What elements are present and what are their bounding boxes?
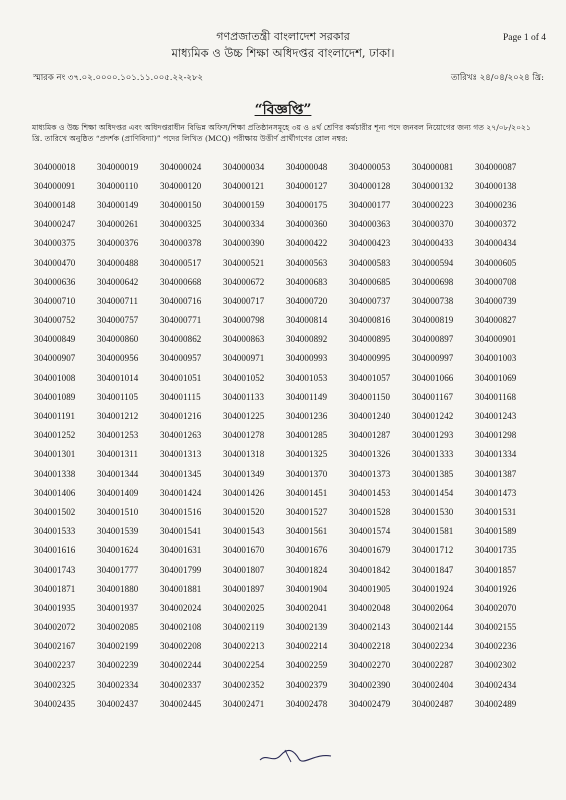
roll-number-cell: 304001528 xyxy=(349,506,391,517)
roll-number-cell: 304000087 xyxy=(475,161,517,172)
roll-number-cell: 304002024 xyxy=(160,602,202,613)
roll-number-cell: 304001520 xyxy=(223,506,265,517)
roll-number-cell: 304000150 xyxy=(160,199,202,210)
table-row xyxy=(34,195,538,214)
table-row xyxy=(34,330,538,349)
roll-number-cell: 304001313 xyxy=(160,449,202,460)
roll-number-cell: 304001325 xyxy=(286,449,328,460)
roll-number-cell: 304001326 xyxy=(349,449,391,460)
roll-number-cell: 304000019 xyxy=(97,161,139,172)
roll-number-cell: 304002139 xyxy=(286,622,328,633)
roll-number-cell: 304000363 xyxy=(349,219,391,230)
roll-number-cell: 304001373 xyxy=(349,468,391,479)
roll-number-cell: 304000149 xyxy=(97,199,139,210)
department-heading: মাধ্যমিক ও উচ্চ শিক্ষা অধিদপ্তর বাংলাদেশ, ঢাকা। xyxy=(171,46,395,60)
roll-number-cell: 304002239 xyxy=(97,660,139,671)
roll-number-cell: 304000177 xyxy=(349,199,391,210)
notice-title: “বিজ্ঞপ্তি” xyxy=(254,102,312,118)
roll-number-cell: 304001133 xyxy=(223,391,265,402)
table-row xyxy=(34,502,538,521)
roll-number-cell: 304000771 xyxy=(160,315,202,326)
roll-number-cell: 304001344 xyxy=(97,468,139,479)
roll-number-cell: 304002302 xyxy=(475,660,517,671)
roll-number-cell: 304000672 xyxy=(223,276,265,287)
roll-number-cell: 304000594 xyxy=(412,257,454,268)
roll-number-cell: 304001424 xyxy=(160,487,202,498)
roll-number-cell: 304000378 xyxy=(160,238,202,249)
roll-number-cell: 304000716 xyxy=(160,295,202,306)
roll-number-cell: 304002259 xyxy=(286,660,328,671)
roll-number-cell: 304000739 xyxy=(475,295,517,306)
roll-number-cell: 304000819 xyxy=(412,315,454,326)
roll-number-cell: 304001236 xyxy=(286,411,328,422)
roll-number-cell: 304001426 xyxy=(223,487,265,498)
roll-number-cell: 304001385 xyxy=(412,468,454,479)
roll-number-cell: 304000372 xyxy=(475,219,517,230)
roll-number-cell: 304001333 xyxy=(412,449,454,460)
roll-number-cell: 304001905 xyxy=(349,583,391,594)
roll-number-cell: 304001799 xyxy=(160,564,202,575)
roll-number-cell: 304001115 xyxy=(160,391,201,402)
roll-number-cell: 304001807 xyxy=(223,564,265,575)
roll-number-cell: 304000827 xyxy=(475,315,517,326)
roll-number-cell: 304002237 xyxy=(34,660,76,671)
roll-number-cell: 304000261 xyxy=(97,219,139,230)
roll-number-cell: 304000563 xyxy=(286,257,328,268)
roll-number-cell: 304002471 xyxy=(223,698,265,709)
roll-number-cell: 304001473 xyxy=(475,487,517,498)
roll-number-cell: 304000698 xyxy=(412,276,454,287)
roll-number-cell: 304001387 xyxy=(475,468,517,479)
roll-number-cell: 304000175 xyxy=(286,199,328,210)
table-row xyxy=(34,157,538,176)
roll-number-cell: 304000583 xyxy=(349,257,391,268)
roll-number-cell: 304001533 xyxy=(34,526,76,537)
roll-number-cell: 304001857 xyxy=(475,564,517,575)
roll-number-cell: 304001926 xyxy=(475,583,517,594)
government-heading: গণপ্রজাতন্ত্রী বাংলাদেশ সরকার xyxy=(216,30,350,43)
table-row xyxy=(34,272,538,291)
roll-number-cell: 304000334 xyxy=(223,219,265,230)
roll-number-cell: 304000375 xyxy=(34,238,76,249)
roll-number-table xyxy=(34,157,538,713)
roll-number-cell: 304000128 xyxy=(349,180,391,191)
roll-number-cell: 304001539 xyxy=(97,526,139,537)
roll-number-cell: 304000956 xyxy=(97,353,139,364)
roll-number-cell: 304002143 xyxy=(349,622,391,633)
roll-number-cell: 304001008 xyxy=(34,372,76,383)
roll-number-cell: 304002437 xyxy=(97,698,139,709)
roll-number-cell: 304000814 xyxy=(286,315,328,326)
roll-number-cell: 304001212 xyxy=(97,411,139,422)
roll-number-cell: 304001676 xyxy=(286,545,328,556)
roll-number-cell: 304000892 xyxy=(286,334,328,345)
roll-number-cell: 304002489 xyxy=(475,698,517,709)
page-number: Page 1 of 4 xyxy=(502,33,546,43)
roll-number-cell: 304000685 xyxy=(349,276,391,287)
roll-number-cell: 304001349 xyxy=(223,468,265,479)
roll-number-cell: 304001624 xyxy=(97,545,139,556)
roll-number-cell: 304002352 xyxy=(223,679,265,690)
roll-number-cell: 304002478 xyxy=(286,698,328,709)
roll-number-cell: 304000717 xyxy=(223,295,265,306)
table-row xyxy=(34,522,538,541)
table-row xyxy=(34,253,538,272)
roll-number-cell: 304002244 xyxy=(160,660,202,671)
roll-number-cell: 304002155 xyxy=(475,622,517,633)
roll-number-cell: 304000132 xyxy=(412,180,454,191)
table-row xyxy=(34,368,538,387)
roll-number-cell: 304000223 xyxy=(412,199,454,210)
roll-number-cell: 304001904 xyxy=(286,583,328,594)
roll-number-cell: 304002214 xyxy=(286,641,328,652)
roll-number-cell: 304001318 xyxy=(223,449,265,460)
roll-number-cell: 304002072 xyxy=(34,622,76,633)
roll-number-cell: 304002254 xyxy=(223,660,265,671)
roll-number-cell: 304001842 xyxy=(349,564,391,575)
roll-number-cell: 304000971 xyxy=(223,353,265,364)
roll-number-cell: 304001881 xyxy=(160,583,202,594)
roll-number-cell: 304001743 xyxy=(34,564,76,575)
roll-number-cell: 304001631 xyxy=(160,545,202,556)
roll-number-cell: 304000034 xyxy=(223,161,265,172)
roll-number-cell: 304001069 xyxy=(475,372,517,383)
roll-number-cell: 304001937 xyxy=(97,602,139,613)
roll-number-cell: 304001051 xyxy=(160,372,202,383)
roll-number-cell: 304002287 xyxy=(412,660,454,671)
roll-number-cell: 304001510 xyxy=(97,506,139,517)
roll-number-cell: 304002218 xyxy=(349,641,391,652)
roll-number-cell: 304000236 xyxy=(475,199,517,210)
roll-number-cell: 304001253 xyxy=(97,430,139,441)
roll-number-cell: 304000370 xyxy=(412,219,454,230)
roll-number-cell: 304001897 xyxy=(223,583,265,594)
roll-number-cell: 304001712 xyxy=(412,545,454,556)
roll-number-cell: 304002167 xyxy=(34,641,76,652)
table-row xyxy=(34,560,538,579)
roll-number-cell: 304000360 xyxy=(286,219,328,230)
roll-number-cell: 304000752 xyxy=(34,315,76,326)
roll-number-cell: 304001847 xyxy=(412,564,454,575)
roll-number-cell: 304000862 xyxy=(160,334,202,345)
roll-number-cell: 304000711 xyxy=(97,295,139,306)
roll-number-cell: 304000757 xyxy=(97,315,139,326)
roll-number-cell: 304002379 xyxy=(286,679,328,690)
roll-number-cell: 304001301 xyxy=(34,449,76,460)
roll-number-cell: 304001191 xyxy=(34,411,76,422)
roll-number-cell: 304000997 xyxy=(412,353,454,364)
roll-number-cell: 304001216 xyxy=(160,411,202,422)
roll-number-cell: 304000488 xyxy=(97,257,139,268)
roll-number-cell: 304001242 xyxy=(412,411,454,422)
roll-number-cell: 304000376 xyxy=(97,238,139,249)
roll-number-cell: 304002270 xyxy=(349,660,391,671)
table-row xyxy=(34,234,538,253)
roll-number-cell: 304002108 xyxy=(160,622,202,633)
roll-number-cell: 304002435 xyxy=(34,698,76,709)
roll-number-cell: 304001409 xyxy=(97,487,139,498)
roll-number-cell: 304000901 xyxy=(475,334,517,345)
roll-number-cell: 304000390 xyxy=(223,238,265,249)
roll-number-cell: 304000907 xyxy=(34,353,76,364)
table-row xyxy=(34,406,538,425)
roll-number-cell: 304001225 xyxy=(223,411,265,422)
roll-number-cell: 304000737 xyxy=(349,295,391,306)
table-row xyxy=(34,694,538,713)
table-row xyxy=(34,426,538,445)
roll-number-cell: 304000081 xyxy=(412,161,454,172)
roll-number-cell: 304000636 xyxy=(34,276,76,287)
roll-number-cell: 304002445 xyxy=(160,698,202,709)
table-row xyxy=(34,311,538,330)
roll-number-cell: 304000048 xyxy=(286,161,328,172)
roll-number-cell: 304001824 xyxy=(286,564,328,575)
roll-number-cell: 304002325 xyxy=(34,679,76,690)
roll-number-cell: 304001285 xyxy=(286,430,328,441)
roll-number-cell: 304000138 xyxy=(475,180,517,191)
roll-number-cell: 304000605 xyxy=(475,257,517,268)
roll-number-cell: 304002236 xyxy=(475,641,517,652)
roll-number-cell: 304000816 xyxy=(349,315,391,326)
roll-number-cell: 304000121 xyxy=(223,180,265,191)
roll-number-cell: 304000120 xyxy=(160,180,202,191)
roll-number-cell: 304001089 xyxy=(34,391,76,402)
roll-number-cell: 304000325 xyxy=(160,219,202,230)
roll-number-cell: 304001451 xyxy=(286,487,328,498)
roll-number-cell: 304002119 xyxy=(223,622,265,633)
roll-number-cell: 304000849 xyxy=(34,334,76,345)
table-row xyxy=(34,176,538,195)
roll-number-cell: 304002234 xyxy=(412,641,454,652)
roll-number-cell: 304001616 xyxy=(34,545,76,556)
roll-number-cell: 304000053 xyxy=(349,161,391,172)
roll-number-cell: 304000434 xyxy=(475,238,517,249)
table-row xyxy=(34,445,538,464)
roll-number-cell: 304001670 xyxy=(223,545,265,556)
roll-number-cell: 304001561 xyxy=(286,526,328,537)
roll-number-cell: 304000159 xyxy=(223,199,265,210)
roll-number-cell: 304002041 xyxy=(286,602,328,613)
table-row xyxy=(34,579,538,598)
table-row xyxy=(34,656,538,675)
roll-number-cell: 304002390 xyxy=(349,679,391,690)
roll-number-cell: 304001066 xyxy=(412,372,454,383)
roll-number-cell: 304001543 xyxy=(223,526,265,537)
roll-number-cell: 304002144 xyxy=(412,622,454,633)
roll-number-cell: 304001527 xyxy=(286,506,328,517)
issue-date: তারিখঃ ২৪/০৪/২০২৪ খ্রি: xyxy=(451,73,544,83)
table-row xyxy=(34,637,538,656)
roll-number-cell: 304000720 xyxy=(286,295,328,306)
roll-number-cell: 304000957 xyxy=(160,353,202,364)
notice-intro: মাধ্যমিক ও উচ্চ শিক্ষা অধিদপ্তর এবং অধিদপ্তরাধীন বিভিন্ন অফিস/শিক্ষা প্রতিষ্ঠানসমূহে ৩য় ও ৪র্থ শ্রেণির কর্মচারীর শূন্য পদে জনবল নিয়োগের জন্য গত ২৭/০৮/২০২১ খ্রি. তারিখে অনুষ্ঠিত “প্রদর্শক (প্রাণিবিদ্যা)” পদের লিখিত (MCQ) পরীক্ষায় উত্তীর্ণ প্রার্থীগণের রোল নম্বর: xyxy=(32,123,531,143)
table-row xyxy=(34,598,538,617)
roll-number-cell: 304002479 xyxy=(349,698,391,709)
roll-number-cell: 304000895 xyxy=(349,334,391,345)
table-row xyxy=(34,483,538,502)
roll-number-cell: 304001167 xyxy=(412,391,454,402)
roll-number-cell: 304000517 xyxy=(160,257,202,268)
roll-number-cell: 304002070 xyxy=(475,602,517,613)
roll-number-cell: 304001679 xyxy=(349,545,391,556)
roll-number-cell: 304002199 xyxy=(97,641,139,652)
roll-number-cell: 304001240 xyxy=(349,411,391,422)
roll-number-cell: 304000024 xyxy=(160,161,202,172)
roll-number-cell: 304000127 xyxy=(286,180,328,191)
roll-number-cell: 304000897 xyxy=(412,334,454,345)
roll-number-cell: 304001053 xyxy=(286,372,328,383)
roll-number-cell: 304002487 xyxy=(412,698,454,709)
roll-number-cell: 304001453 xyxy=(349,487,391,498)
roll-number-cell: 304001531 xyxy=(475,506,517,517)
roll-number-cell: 304001454 xyxy=(412,487,454,498)
roll-number-cell: 304000091 xyxy=(34,180,76,191)
roll-number-cell: 304001287 xyxy=(349,430,391,441)
roll-number-cell: 304000738 xyxy=(412,295,454,306)
roll-number-cell: 304000422 xyxy=(286,238,328,249)
roll-number-cell: 304000470 xyxy=(34,257,76,268)
roll-number-cell: 304000521 xyxy=(223,257,265,268)
roll-number-cell: 304000668 xyxy=(160,276,202,287)
roll-number-cell: 304001935 xyxy=(34,602,76,613)
roll-number-cell: 304002025 xyxy=(223,602,265,613)
roll-number-cell: 304000993 xyxy=(286,353,328,364)
roll-number-cell: 304000433 xyxy=(412,238,454,249)
roll-number-cell: 304001880 xyxy=(97,583,139,594)
table-row xyxy=(34,618,538,637)
table-row xyxy=(34,291,538,310)
roll-number-cell: 304001516 xyxy=(160,506,202,517)
roll-number-cell: 304002334 xyxy=(97,679,139,690)
roll-number-cell: 304001334 xyxy=(475,449,517,460)
roll-number-cell: 304002337 xyxy=(160,679,202,690)
roll-number-cell: 304000642 xyxy=(97,276,139,287)
roll-number-cell: 304000863 xyxy=(223,334,265,345)
roll-number-cell: 304001298 xyxy=(475,430,517,441)
roll-number-cell: 304000683 xyxy=(286,276,328,287)
table-row xyxy=(34,541,538,560)
roll-number-cell: 304000110 xyxy=(97,180,139,191)
roll-number-cell: 304000710 xyxy=(34,295,76,306)
roll-number-cell: 304001581 xyxy=(412,526,454,537)
roll-number-cell: 304001105 xyxy=(97,391,139,402)
roll-number-cell: 304002208 xyxy=(160,641,202,652)
roll-number-cell: 304001057 xyxy=(349,372,391,383)
roll-number-cell: 304001311 xyxy=(97,449,139,460)
table-row xyxy=(34,387,538,406)
roll-number-cell: 304001149 xyxy=(286,391,328,402)
roll-number-cell: 304001589 xyxy=(475,526,517,537)
roll-number-cell: 304001150 xyxy=(349,391,391,402)
roll-number-cell: 304000708 xyxy=(475,276,517,287)
roll-number-cell: 304001345 xyxy=(160,468,202,479)
roll-number-cell: 304002404 xyxy=(412,679,454,690)
table-row xyxy=(34,675,538,694)
roll-number-cell: 304002434 xyxy=(475,679,517,690)
roll-number-cell: 304001278 xyxy=(223,430,265,441)
roll-number-cell: 304001735 xyxy=(475,545,517,556)
roll-number-cell: 304001574 xyxy=(349,526,391,537)
table-row xyxy=(34,464,538,483)
memo-number: স্মারক নং ৩৭.০২.০০০০.১০১.১১.০০৫.২২-২৮২ xyxy=(33,73,204,83)
roll-number-cell: 304002048 xyxy=(349,602,391,613)
roll-number-cell: 304002213 xyxy=(223,641,265,652)
roll-number-cell: 304001252 xyxy=(34,430,76,441)
signature xyxy=(255,744,335,766)
roll-number-cell: 304002064 xyxy=(412,602,454,613)
roll-number-cell: 304001502 xyxy=(34,506,76,517)
roll-number-cell: 304001243 xyxy=(475,411,517,422)
roll-number-cell: 304001541 xyxy=(160,526,202,537)
roll-number-cell: 304001338 xyxy=(34,468,76,479)
roll-number-cell: 304001530 xyxy=(412,506,454,517)
roll-number-cell: 304000995 xyxy=(349,353,391,364)
roll-number-cell: 304000860 xyxy=(97,334,139,345)
roll-number-cell: 304001370 xyxy=(286,468,328,479)
roll-number-cell: 304000798 xyxy=(223,315,265,326)
roll-number-cell: 304001924 xyxy=(412,583,454,594)
roll-number-cell: 304002085 xyxy=(97,622,139,633)
roll-number-cell: 304000148 xyxy=(34,199,76,210)
roll-number-cell: 304001052 xyxy=(223,372,265,383)
roll-number-cell: 304001003 xyxy=(475,353,517,364)
roll-number-cell: 304001014 xyxy=(97,372,139,383)
roll-number-cell: 304001293 xyxy=(412,430,454,441)
roll-number-cell: 304001871 xyxy=(34,583,76,594)
roll-number-cell: 304001168 xyxy=(475,391,517,402)
roll-number-cell: 304001263 xyxy=(160,430,202,441)
roll-number-cell: 304001777 xyxy=(97,564,139,575)
roll-number-cell: 304000423 xyxy=(349,238,391,249)
roll-number-cell: 304000018 xyxy=(34,161,76,172)
table-row xyxy=(34,349,538,368)
roll-number-cell: 304001406 xyxy=(34,487,76,498)
table-row xyxy=(34,215,538,234)
roll-number-cell: 304000247 xyxy=(34,219,76,230)
